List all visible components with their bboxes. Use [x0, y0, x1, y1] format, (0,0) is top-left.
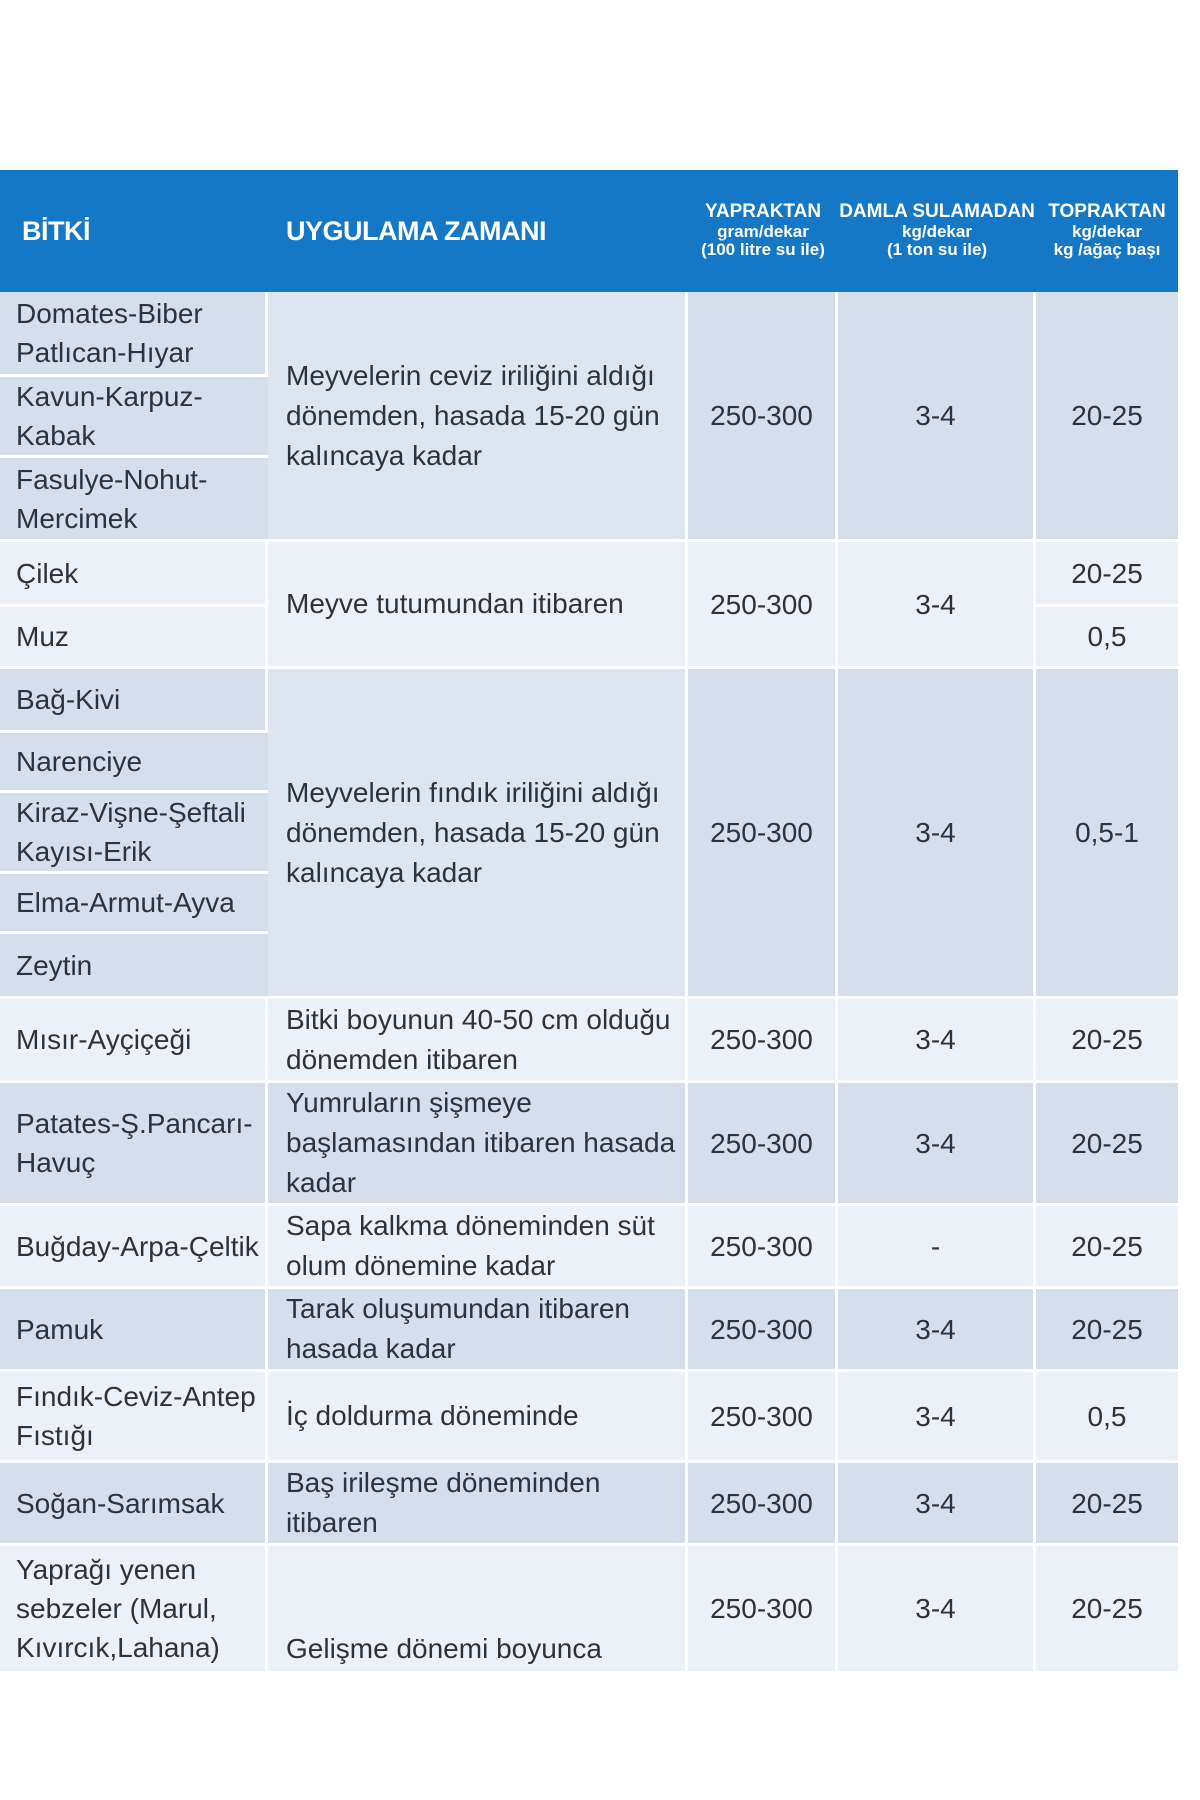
header-timing: UYGULAMA ZAMANI	[268, 170, 688, 292]
table-row	[0, 669, 1178, 733]
plant-cell: Bağ-Kivi	[0, 669, 268, 733]
header-drip-water: (1 ton su ile)	[886, 240, 988, 260]
soil-cell: 0,5	[1036, 607, 1178, 669]
header-soil-unit: kg/dekar	[1072, 221, 1142, 241]
timing-cell: Sapa kalkma döneminden süt olum dönemine kadar	[268, 1206, 688, 1289]
header-plant: BİTKİ	[0, 170, 268, 292]
plant-cell: Soğan-Sarımsak	[0, 1463, 268, 1546]
drip-cell: -	[838, 1206, 1036, 1289]
header-drip-unit: kg/dekar	[902, 221, 972, 241]
fertilizer-application-table-container	[0, 170, 1178, 1674]
plant-cell: Patates-Ş.Pancarı-Havuç	[0, 1083, 268, 1206]
foliar-cell: 250-300	[688, 542, 838, 669]
foliar-cell: 250-300	[688, 1463, 838, 1546]
table-header	[0, 170, 1178, 292]
table-row	[0, 292, 1178, 377]
timing-cell: Tarak oluşumundan itibaren hasada kadar	[268, 1289, 688, 1372]
timing-cell: Meyvelerin fındık iriliğini aldığı dönemden, hasada 15-20 gün kalıncaya kadar	[268, 669, 688, 999]
plant-cell: Kavun-Karpuz-Kabak	[0, 377, 268, 458]
foliar-cell: 250-300	[688, 1372, 838, 1463]
drip-cell: 3-4	[838, 292, 1036, 542]
plant-cell: Zeytin	[0, 934, 268, 999]
drip-cell: 3-4	[838, 1083, 1036, 1206]
foliar-cell: 250-300	[688, 669, 838, 999]
timing-cell: Bitki boyunun 40-50 cm olduğu dönemden itibaren	[268, 999, 688, 1083]
foliar-cell: 250-300	[688, 292, 838, 542]
plant-cell: Fasulye-Nohut-Mercimek	[0, 458, 268, 542]
soil-cell: 20-25	[1036, 1463, 1178, 1546]
soil-cell: 0,5	[1036, 1372, 1178, 1463]
soil-cell: 20-25	[1036, 1083, 1178, 1206]
foliar-cell: 250-300	[688, 1083, 838, 1206]
table-row	[0, 1463, 1178, 1546]
plant-cell: Fındık-Ceviz-Antep Fıstığı	[0, 1372, 268, 1463]
header-drip	[838, 170, 1036, 292]
timing-cell: Meyve tutumundan itibaren	[268, 542, 688, 669]
foliar-cell: 250-300	[688, 1546, 838, 1674]
plant-cell: Kiraz-Vişne-Şeftali Kayısı-Erik	[0, 793, 268, 874]
timing-cell: Meyvelerin ceviz iriliğini aldığı dönemden, hasada 15-20 gün kalıncaya kadar	[268, 292, 688, 542]
soil-cell: 20-25	[1036, 1206, 1178, 1289]
header-foliar-unit: gram/dekar	[717, 221, 809, 241]
plant-cell: Çilek	[0, 542, 268, 607]
plant-cell: Mısır-Ayçiçeği	[0, 999, 268, 1083]
plant-cell: Elma-Armut-Ayva	[0, 874, 268, 934]
timing-cell: Gelişme dönemi boyunca	[268, 1546, 688, 1674]
soil-cell: 20-25	[1036, 1289, 1178, 1372]
plant-cell: Muz	[0, 607, 268, 669]
foliar-cell: 250-300	[688, 1289, 838, 1372]
foliar-cell: 250-300	[688, 999, 838, 1083]
soil-cell: 20-25	[1036, 292, 1178, 542]
soil-cell: 20-25	[1036, 542, 1178, 607]
plant-cell: Pamuk	[0, 1289, 268, 1372]
soil-cell: 0,5-1	[1036, 669, 1178, 999]
table-row	[0, 1206, 1178, 1289]
timing-cell: Baş irileşme döneminden itibaren	[268, 1463, 688, 1546]
plant-cell: Narenciye	[0, 733, 268, 793]
drip-cell: 3-4	[838, 669, 1036, 999]
plant-cell: Yaprağı yenen sebzeler (Marul, Kıvırcık,Lahana)	[0, 1546, 268, 1674]
header-drip-title: DAMLA SULAMADAN	[839, 201, 1035, 223]
header-foliar-title: YAPRAKTAN	[704, 201, 822, 223]
table-row	[0, 1546, 1178, 1674]
header-soil-title: TOPRAKTAN	[1048, 201, 1166, 223]
foliar-cell: 250-300	[688, 1206, 838, 1289]
drip-cell: 3-4	[838, 542, 1036, 669]
drip-cell: 3-4	[838, 999, 1036, 1083]
header-soil-tree: kg /ağaç başı	[1053, 240, 1161, 260]
plant-cell: Domates-Biber Patlıcan-Hıyar	[0, 292, 268, 377]
fertilizer-application-table	[0, 170, 1178, 1674]
table-row	[0, 1372, 1178, 1463]
header-foliar-water: (100 litre su ile)	[701, 240, 825, 260]
header-foliar	[688, 170, 838, 292]
drip-cell: 3-4	[838, 1372, 1036, 1463]
table-row	[0, 999, 1178, 1083]
table-row	[0, 1289, 1178, 1372]
drip-cell: 3-4	[838, 1546, 1036, 1674]
header-soil	[1036, 170, 1178, 292]
timing-cell: Yumruların şişmeye başlamasından itibaren hasada kadar	[268, 1083, 688, 1206]
drip-cell: 3-4	[838, 1289, 1036, 1372]
table-body	[0, 292, 1178, 1674]
timing-cell: İç doldurma döneminde	[268, 1372, 688, 1463]
drip-cell: 3-4	[838, 1463, 1036, 1546]
soil-cell: 20-25	[1036, 1546, 1178, 1674]
table-row	[0, 542, 1178, 607]
plant-cell: Buğday-Arpa-Çeltik	[0, 1206, 268, 1289]
header-row	[0, 170, 1178, 292]
table-row	[0, 1083, 1178, 1206]
soil-cell: 20-25	[1036, 999, 1178, 1083]
